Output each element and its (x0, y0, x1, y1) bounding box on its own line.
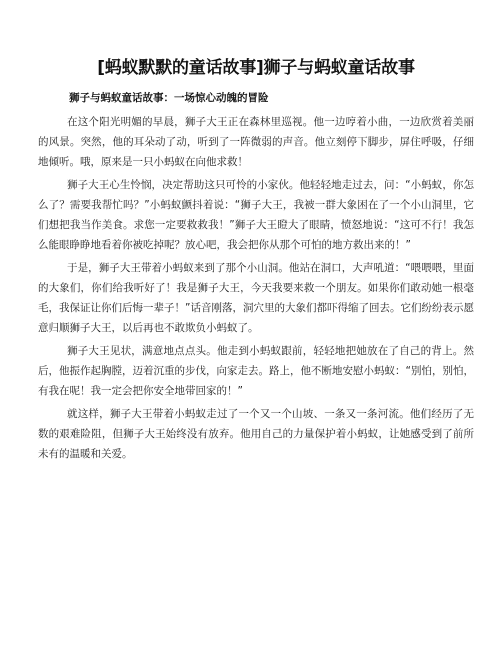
paragraph-1: 在这个阳光明媚的早晨，狮子大王正在森林里巡视。他一边哼着小曲，一边欣赏着美丽的风景。突然，他的耳朵动了动，听到了一阵微弱的声音。他立刻停下脚步，屏住呼吸，仔细地倾听。哦，原来是一只小蚂蚁在向他求救！ (38, 116, 474, 168)
paragraph-5: 就这样，狮子大王带着小蚂蚁走过了一个又一个山坡、一条又一条河流。他们经历了无数的艰难险阻，但狮子大王始终没有放弃。他用自己的力量保护着小蚂蚁，让她感受到了前所未有的温暖和关爱。 (38, 408, 474, 460)
paragraph-2: 狮子大王心生怜悯，决定帮助这只可怜的小家伙。他轻轻地走过去，问：“小蚂蚁，你怎么了？需要我帮忙吗？”小蚂蚁颤抖着说：“狮子大王，我被一群大象困在了一个小山洞里，它们想把我当作美食。求您一定要救救我！”狮子大王瞪大了眼睛，愤怒地说：“这可不行！我怎么能眼睁睁地看着你被吃掉呢？放心吧，我会把你从那个可怕的地方救出来的！” (38, 179, 474, 251)
document-subtitle: 狮子与蚂蚁童话故事：一场惊心动魄的冒险 (69, 92, 269, 104)
paragraph-4: 狮子大王见状，满意地点点头。他走到小蚂蚁跟前，轻轻地把她放在了自己的背上。然后，他振作起胸膛，迈着沉重的步伐，向家走去。路上，他不断地安慰小蚂蚁：“别怕，别怕，有我在呢！我一定会把你安全地带回家的！” (38, 345, 474, 397)
document-title: [蚂蚁默默的童话故事]狮子与蚂蚁童话故事 (97, 58, 415, 78)
paragraph-3: 于是，狮子大王带着小蚂蚁来到了那个小山洞。他站在洞口，大声吼道：“喂喂喂，里面的大象们，你们给我听好了！我是狮子大王，今天我要来救一个朋友。如果你们敢动她一根毫毛，我保证让你们后悔一辈子！”话音刚落，洞穴里的大象们都吓得缩了回去。它们纷纷表示愿意归顺狮子大王，以后再也不敢欺负小蚂蚁了。 (38, 262, 474, 334)
